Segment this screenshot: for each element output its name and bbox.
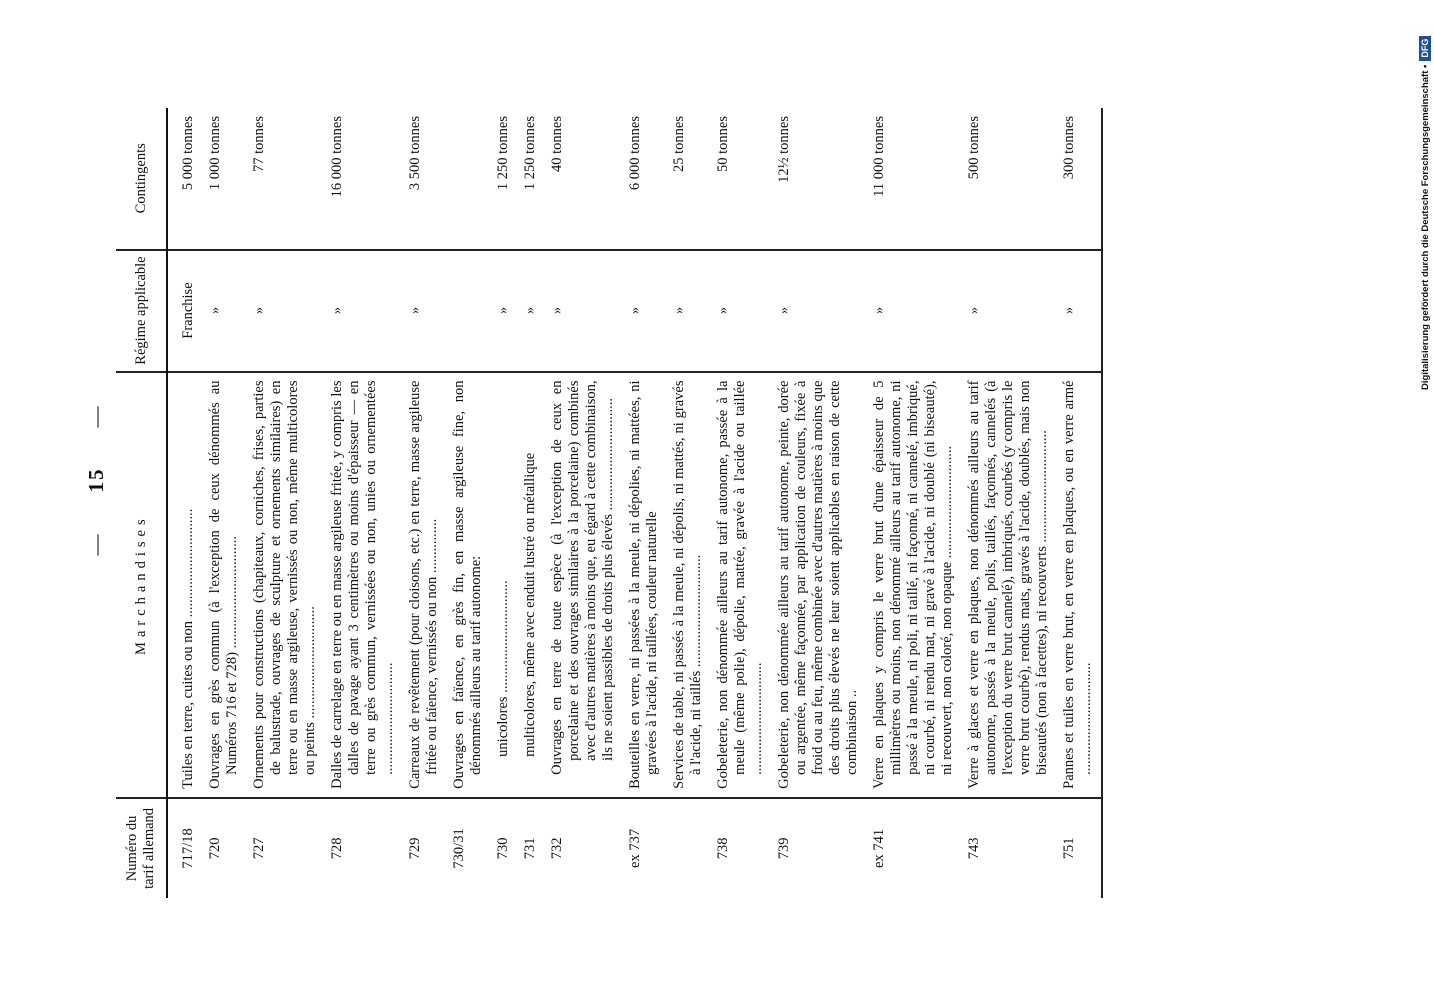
goods-description: Ouvrages en terre de toute espèce (à l'exception de ceux en porcelaine et des ouvrages similaires à la porcelaine) combinés avec d'autres matières à moins que, eu égard à cette combinaison, ils ne soient passibles de droits plus élevés ............................... <box>549 380 616 775</box>
table-row <box>203 108 247 898</box>
regime-cell: » <box>247 250 325 372</box>
quota-cell: 25 tonnes <box>667 108 711 250</box>
table-row <box>518 108 545 898</box>
goods-description: unicolores ............................... <box>495 580 511 757</box>
table-row <box>167 108 203 898</box>
regime-cell: » <box>491 250 518 372</box>
table-row <box>491 108 518 898</box>
table-row <box>1057 108 1102 898</box>
regime-cell: » <box>203 250 247 372</box>
goods-description: Gobeleterie, non dénommée ailleurs au tarif autonome, passée à la meule (même polie), dépolie, mattée, gravée à l'acide ou taillée ............................... <box>715 380 765 789</box>
regime-cell: » <box>518 250 545 372</box>
goods-description: Verre en plaques y compris le verre brut d'une épaisseur de 5 millimètres ou moins, non dénommé ailleurs au tarif autonome, ni passé à la meule, ni poli, ni taillé, ni façonné, ni cannelé, imbriqué, ni courbé, ni rendu mat, ni gravé à l'acide, ni doublé (ni biseauté), ni recouvert, non coloré, non opaque ............................... <box>871 380 955 789</box>
quota-cell <box>447 108 491 250</box>
tariff-number-cell: 717/18 <box>180 828 196 869</box>
table-row <box>667 108 711 898</box>
quota-cell: 40 tonnes <box>545 108 623 250</box>
digitization-credit <box>1418 0 1434 1000</box>
table-row <box>247 108 325 898</box>
quota-cell: 11 000 tonnes <box>867 108 962 250</box>
regime-cell: » <box>1057 250 1102 372</box>
tariff-number-cell: ex 741 <box>871 828 887 868</box>
tariff-number-cell: 738 <box>715 837 731 860</box>
table-row <box>711 108 772 898</box>
tariff-number-cell: 730/31 <box>451 828 467 869</box>
tariff-number-cell: 728 <box>329 837 345 860</box>
tariff-number-cell: 720 <box>207 837 223 860</box>
table-row <box>403 108 447 898</box>
quota-cell: 300 tonnes <box>1057 108 1102 250</box>
table-row <box>325 108 403 898</box>
regime-cell: » <box>962 250 1057 372</box>
goods-cell <box>711 372 772 798</box>
page-number-dash-left: — <box>84 532 108 556</box>
tariff-number-cell: 727 <box>251 837 267 860</box>
goods-cell <box>203 372 247 798</box>
regime-cell: » <box>545 250 623 372</box>
regime-cell: Franchise <box>167 250 203 372</box>
table-row <box>623 108 667 898</box>
quota-cell: 500 tonnes <box>962 108 1057 250</box>
regime-cell: » <box>711 250 772 372</box>
regime-cell: » <box>623 250 667 372</box>
tariff-number-cell: 729 <box>407 837 423 860</box>
header-quota: Contingents <box>116 108 167 250</box>
tariff-number-cell: 751 <box>1057 798 1102 898</box>
regime-cell: » <box>772 250 867 372</box>
regime-cell: » <box>667 250 711 372</box>
quota-cell: 12½ tonnes <box>772 108 867 250</box>
header-goods: Marchandises <box>116 372 167 798</box>
goods-description: Gobeleterie, non dénommée ailleurs au tarif autonome, peinte, dorée ou argentée, même façonnée, par application de couleurs, fixée à froid ou au feu, même combinée avec d'autres matières à moins que des droits plus élevés ne leur soient applicables en raison de cette combinaison .. <box>776 380 860 789</box>
tariff-number-cell: 731 <box>522 837 538 860</box>
header-tariff-number: Numéro du tarif allemand <box>116 798 167 898</box>
regime-cell: » <box>403 250 447 372</box>
table-row <box>447 108 491 898</box>
goods-cell <box>545 372 623 798</box>
goods-cell <box>1057 372 1102 798</box>
tariff-table-body <box>167 108 1102 898</box>
goods-cell <box>518 372 545 798</box>
quota-cell: 5 000 tonnes <box>167 108 203 250</box>
goods-cell <box>962 372 1057 798</box>
goods-cell <box>491 372 518 798</box>
dfg-logo: DFG <box>1419 36 1431 61</box>
goods-description: Services de table, ni passés à la meule, ni dépolis, ni mattés, ni gravés à l'acide, ni taillés ............................... <box>671 380 704 789</box>
goods-cell <box>623 372 667 798</box>
table-row <box>545 108 623 898</box>
tariff-number-cell: 732 <box>549 837 565 860</box>
quota-cell: 3 500 tonnes <box>403 108 447 250</box>
quota-cell: 1 250 tonnes <box>518 108 545 250</box>
regime-cell: » <box>867 250 962 372</box>
tariff-number-cell: ex 737 <box>627 828 643 868</box>
quota-cell: 6 000 tonnes <box>623 108 667 250</box>
quota-cell: 77 tonnes <box>247 108 325 250</box>
goods-description: Ouvrages en faïence, en grès fin, en masse argileuse fine, non dénommés ailleurs au tarif autonome: <box>451 380 484 789</box>
goods-cell <box>447 372 491 798</box>
goods-cell <box>325 372 403 798</box>
table-row <box>772 108 867 898</box>
goods-description: multicolores, même avec enduit lustré ou métallique <box>522 452 538 757</box>
tariff-number-cell: 743 <box>966 837 982 860</box>
header-regime: Régime applicable <box>116 250 167 372</box>
goods-cell <box>167 372 203 798</box>
tariff-number-cell: 739 <box>776 837 792 860</box>
goods-cell <box>247 372 325 798</box>
goods-cell <box>867 372 962 798</box>
quota-cell: 1 000 tonnes <box>203 108 247 250</box>
regime-cell: » <box>325 250 403 372</box>
goods-description: Ouvrages en grès commun (à l'exception de ceux dénommés au Numéros 716 et 728) ............................... <box>207 380 240 789</box>
tariff-number-cell <box>667 798 711 898</box>
goods-description: Ornements pour constructions (chapiteaux, corniches, frises, parties de balustrade, ouvrages de sculpture et ornements similaires) en terre ou en masse argileuse, vernissés ou non, même multicolores ou peints ............................... <box>251 380 318 789</box>
quota-cell: 1 250 tonnes <box>491 108 518 250</box>
goods-description: Carreaux de revêtement (pour cloisons, etc.) en terre, masse argileuse fritée ou faïence, vernissés ou non ............... <box>407 380 440 789</box>
digitization-credit-text: Digitalisierung gefördert durch die Deutsche Forschungsgemeinschaft • <box>1420 64 1431 390</box>
table-row <box>962 108 1057 898</box>
page-number-value: 15 <box>84 467 108 493</box>
table-header-row <box>116 108 167 898</box>
goods-description: Verre à glaces et verre en plaques, non dénommés ailleurs au tarif autonome, passés à la meule, polis, taillés, façonnés, cannelés (à l'exception du verre brut cannelé), imbriqués, courbés (y compris le verre brut courbé), rendus mats, gravés à l'acide, doublés, mais non biseautés (non à facettes), ni recouverts ............................... <box>966 380 1050 789</box>
goods-cell <box>772 372 867 798</box>
page-number <box>84 0 109 960</box>
table-row <box>867 108 962 898</box>
tariff-table <box>116 108 1103 898</box>
goods-cell <box>667 372 711 798</box>
tariff-number-cell: 730 <box>495 837 511 860</box>
goods-description: Tuiles en terre, cuites ou non .............................. <box>180 508 196 789</box>
quota-cell: 16 000 tonnes <box>325 108 403 250</box>
goods-description: Pannes et tuiles en verre brut, en verre en plaques, ou en verre armé ............................... <box>1061 380 1094 789</box>
goods-cell <box>403 372 447 798</box>
goods-description: Bouteilles en verre, ni passées à la meule, ni dépolies, ni mattées, ni gravées à l'acide, ni taillées, couleur naturelle <box>627 380 660 789</box>
page-number-dash-right: — <box>84 404 108 428</box>
goods-description: Dalles de carrelage en terre ou en masse argileuse fritée, y compris les dalles de pavage ayant 3 centimètres ou moins d'épaisseur — en terre ou grès commun, vernissées ou non, unies ou ornementées ............................... <box>329 380 396 789</box>
quota-cell: 50 tonnes <box>711 108 772 250</box>
regime-cell <box>447 250 491 372</box>
